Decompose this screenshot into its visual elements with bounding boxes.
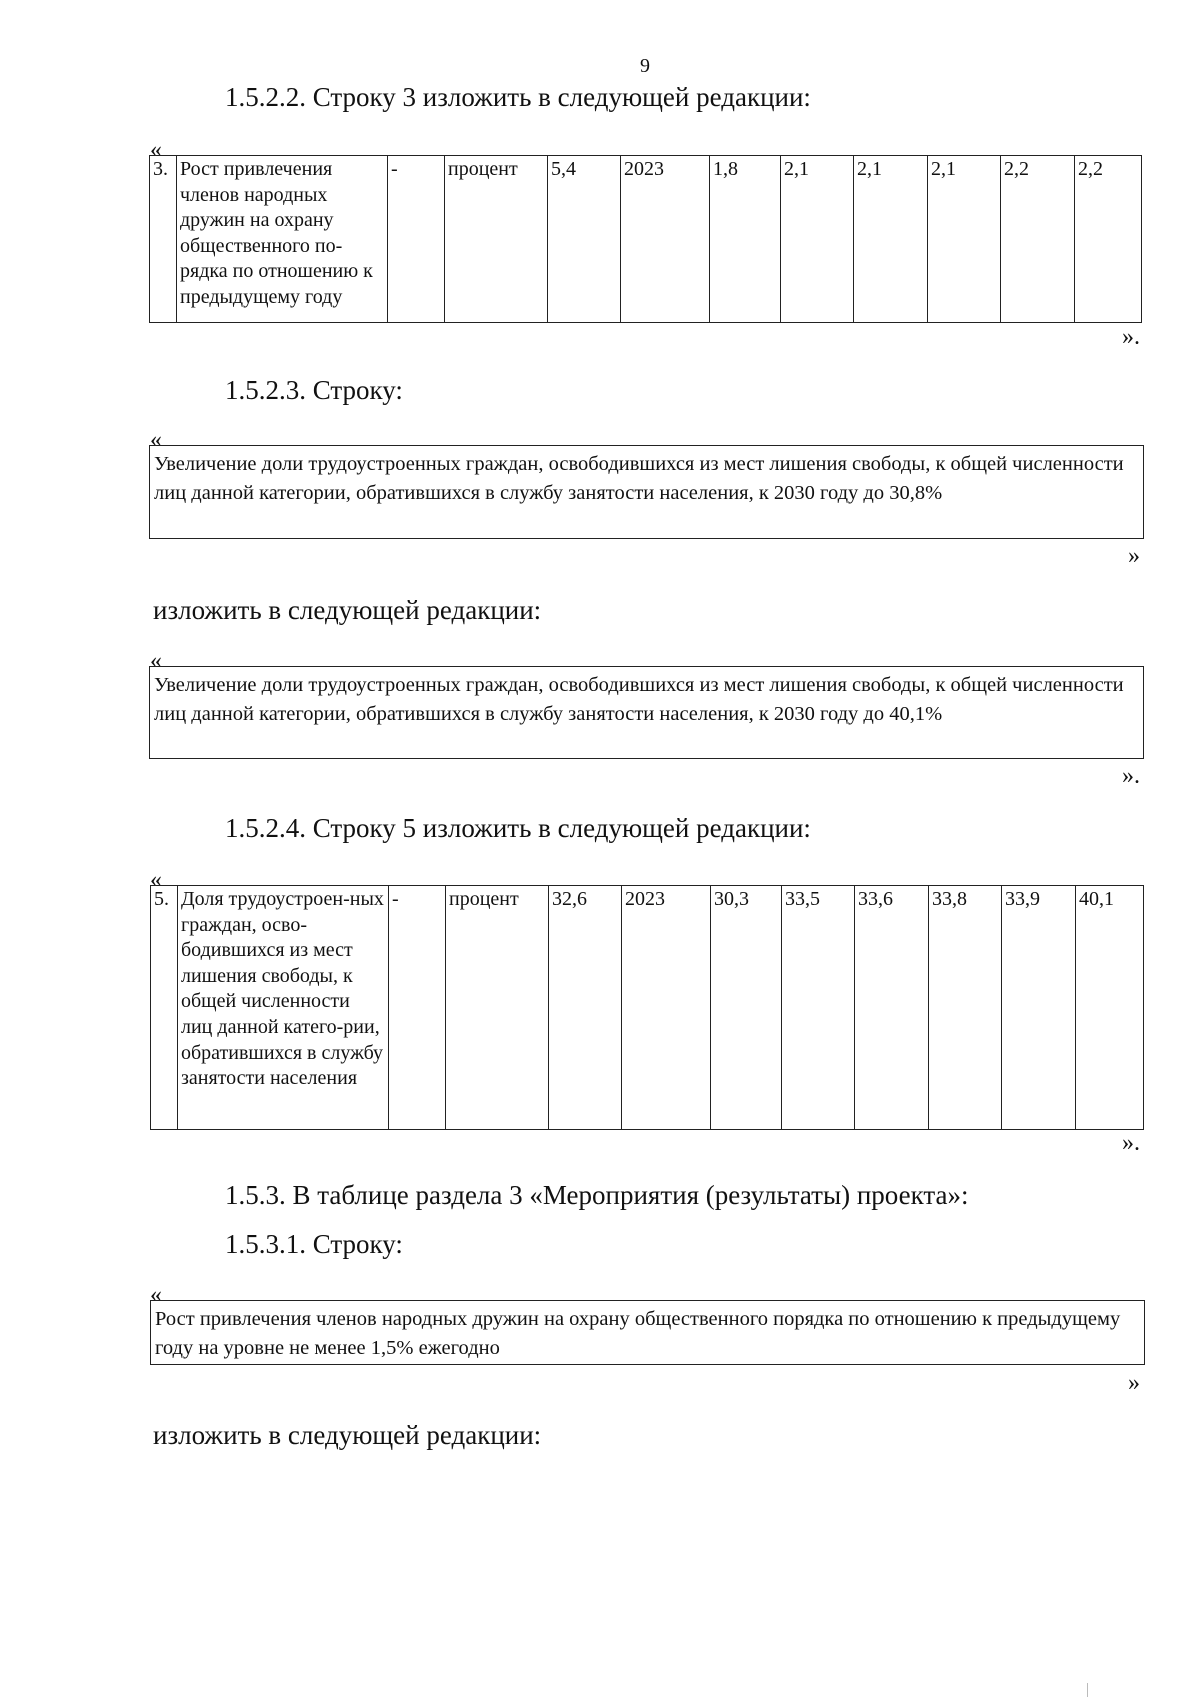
row-3-value: 2,1 [781, 156, 854, 323]
row-5-value: 33,9 [1002, 886, 1076, 1130]
row-3-base-year: 2023 [621, 156, 710, 323]
scan-mark [1087, 1683, 1088, 1697]
row-5-value: 33,6 [855, 886, 929, 1130]
row-3-value: 2,1 [928, 156, 1001, 323]
quote-close: ». [1122, 763, 1140, 789]
row-3-unit: процент [445, 156, 548, 323]
replace-label: изложить в следующей редакции: [153, 1420, 542, 1450]
new-text-box: Увеличение доли трудоустроенных граждан, освободившихся из мест лишения свободы, к общей численности лиц данной категории, обратившихся в службу занятости населения, к 2030 году до 40,1% [149, 666, 1144, 759]
row-3-base-value: 5,4 [548, 156, 621, 323]
heading-1-5-3-1: 1.5.3.1. Строку: [225, 1229, 403, 1259]
quote-close: » [1128, 543, 1140, 569]
row-5-unit: процент [446, 886, 549, 1130]
row-3-value: 2,2 [1001, 156, 1075, 323]
quote-open: « [150, 427, 162, 453]
quote-open: « [150, 648, 162, 674]
heading-1-5-2-2: 1.5.2.2. Строку 3 изложить в следующей редакции: [225, 82, 811, 112]
row-5-base-year: 2023 [622, 886, 711, 1130]
row-5-value: 33,8 [929, 886, 1002, 1130]
heading-1-5-2-3: 1.5.2.3. Строку: [225, 375, 403, 405]
row-3-dash: - [388, 156, 445, 323]
row-5-name: Доля трудоустроен-ных граждан, осво-бодившихся из мест лишения свободы, к общей численности лиц данной катего-рии, обратившихся в службу занятости населения [178, 886, 389, 1130]
heading-1-5-2-4: 1.5.2.4. Строку 5 изложить в следующей редакции: [225, 813, 811, 843]
quote-open: « [150, 1282, 162, 1308]
page-number: 9 [640, 55, 650, 77]
row-3-value: 1,8 [710, 156, 781, 323]
quote-close: » [1128, 1370, 1140, 1396]
quote-close: ». [1122, 324, 1140, 350]
row-5-value: 40,1 [1076, 886, 1144, 1130]
row-3-value: 2,1 [854, 156, 928, 323]
quote-open: « [150, 137, 162, 163]
heading-1-5-3: 1.5.3. В таблице раздела 3 «Мероприятия (результаты) проекта»: [225, 1180, 969, 1210]
old-text-box: Рост привлечения членов народных дружин на охрану общественного порядка по отношению к предыдущему году на уровне не менее 1,5% ежегодно [150, 1300, 1145, 1365]
row-5-dash: - [389, 886, 446, 1130]
row-5-value: 33,5 [782, 886, 855, 1130]
quote-close: ». [1122, 1130, 1140, 1156]
quote-open: « [150, 867, 162, 893]
row-3-name: Рост привлечения членов народных дружин на охрану общественного по-рядка по отношению к предыдущему году [177, 156, 388, 323]
table-row-5 [150, 885, 1144, 1130]
row-5-base-value: 32,6 [549, 886, 622, 1130]
replace-label: изложить в следующей редакции: [153, 595, 542, 625]
row-3-number: 3. [150, 156, 177, 323]
old-text-box: Увеличение доли трудоустроенных граждан, освободившихся из мест лишения свободы, к общей численности лиц данной категории, обратившихся в службу занятости населения, к 2030 году до 30,8% [149, 445, 1144, 539]
row-5-number: 5. [151, 886, 178, 1130]
row-3-value: 2,2 [1075, 156, 1142, 323]
table-row-3 [149, 155, 1142, 323]
row-5-value: 30,3 [711, 886, 782, 1130]
